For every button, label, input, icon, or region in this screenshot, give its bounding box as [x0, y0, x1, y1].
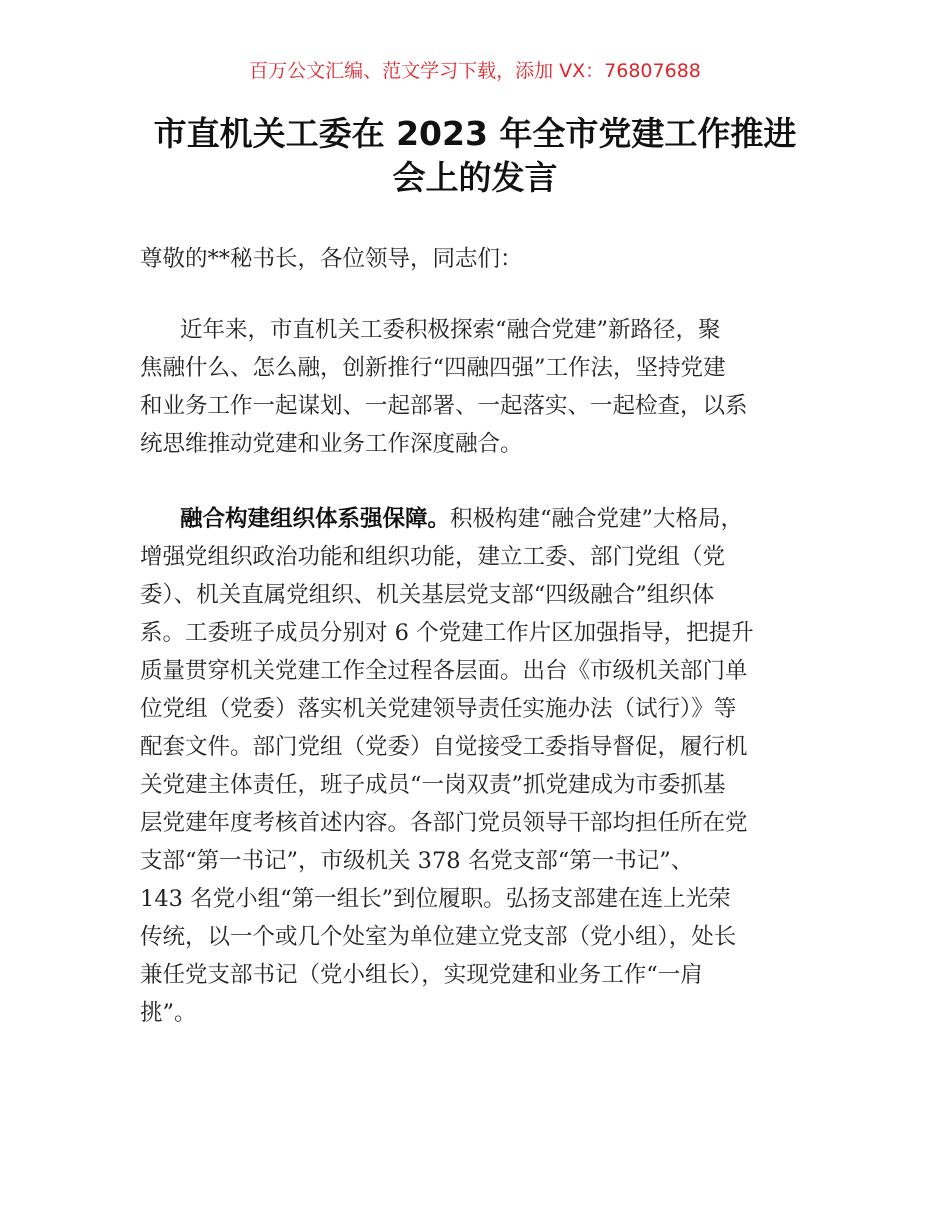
paragraph-line: 支部“第一书记”，市级机关 378 名党支部“第一书记”、 — [140, 848, 694, 874]
salutation-text: 尊敬的**秘书长，各位领导，同志们： — [140, 246, 523, 272]
paragraph-line: 兼任党支部书记（党小组长），实现党建和业务工作“一肩 — [140, 962, 703, 988]
paragraph-line: 质量贯穿机关党建工作全过程各层面。出台《市级机关部门单 — [140, 658, 748, 684]
paragraph-line: 传统，以一个或几个处室为单位建立党支部（党小组），处长 — [140, 924, 737, 950]
title-line-1: 市直机关工委在 2023 年全市党建工作推进 — [153, 114, 797, 153]
paragraph-line: 位党组（党委）落实机关党建领导责任实施办法（试行）》等 — [140, 696, 737, 722]
paragraph-line: 143 名党小组“第一组长”到位履职。弘扬支部建在连上光荣 — [140, 886, 731, 912]
paragraph-line: 系。工委班子成员分别对 6 个党建工作片区加强指导，把提升 — [140, 620, 754, 646]
salutation — [140, 240, 820, 278]
paragraph-line: 配套文件。部门党组（党委）自觉接受工委指导督促，履行机 — [140, 734, 748, 760]
paragraph-line: 近年来，市直机关工委积极探索“融合党建”新路径，聚 — [180, 317, 721, 343]
paragraph-line: 统思维推动党建和业务工作深度融合。 — [140, 431, 523, 457]
paragraph-2 — [140, 500, 820, 1032]
paragraph-line: 挑”。 — [140, 1000, 197, 1026]
paragraph-1 — [140, 311, 820, 463]
paragraph-line: 焦融什么、怎么融，创新推行“四融四强”工作法，坚持党建 — [140, 355, 726, 381]
watermark-header: 百万公文汇编、范文学习下载，添加 VX：76807688 — [249, 60, 701, 82]
paragraph-first-line — [140, 500, 820, 538]
paragraph-line: 层党建年度考核首述内容。各部门党员领导干部均担任所在党 — [140, 810, 748, 836]
document-title — [0, 112, 950, 200]
paragraph-line: 增强党组织政治功能和组织功能，建立工委、部门党组（党 — [140, 544, 726, 570]
paragraph-line: 关党建主体责任，班子成员“一岗双责”抓党建成为市委抓基 — [140, 772, 726, 798]
paragraph-line: 委）、机关直属党组织、机关基层党支部“四级融合”组织体 — [140, 582, 715, 608]
paragraph-line: 和业务工作一起谋划、一起部署、一起落实、一起检查，以系 — [140, 393, 748, 419]
section-heading: 融合构建组织体系强保障。 — [180, 506, 451, 532]
paragraph-line-rest: 积极构建“融合党建”大格局， — [450, 506, 744, 532]
title-line-2: 会上的发言 — [392, 158, 558, 197]
